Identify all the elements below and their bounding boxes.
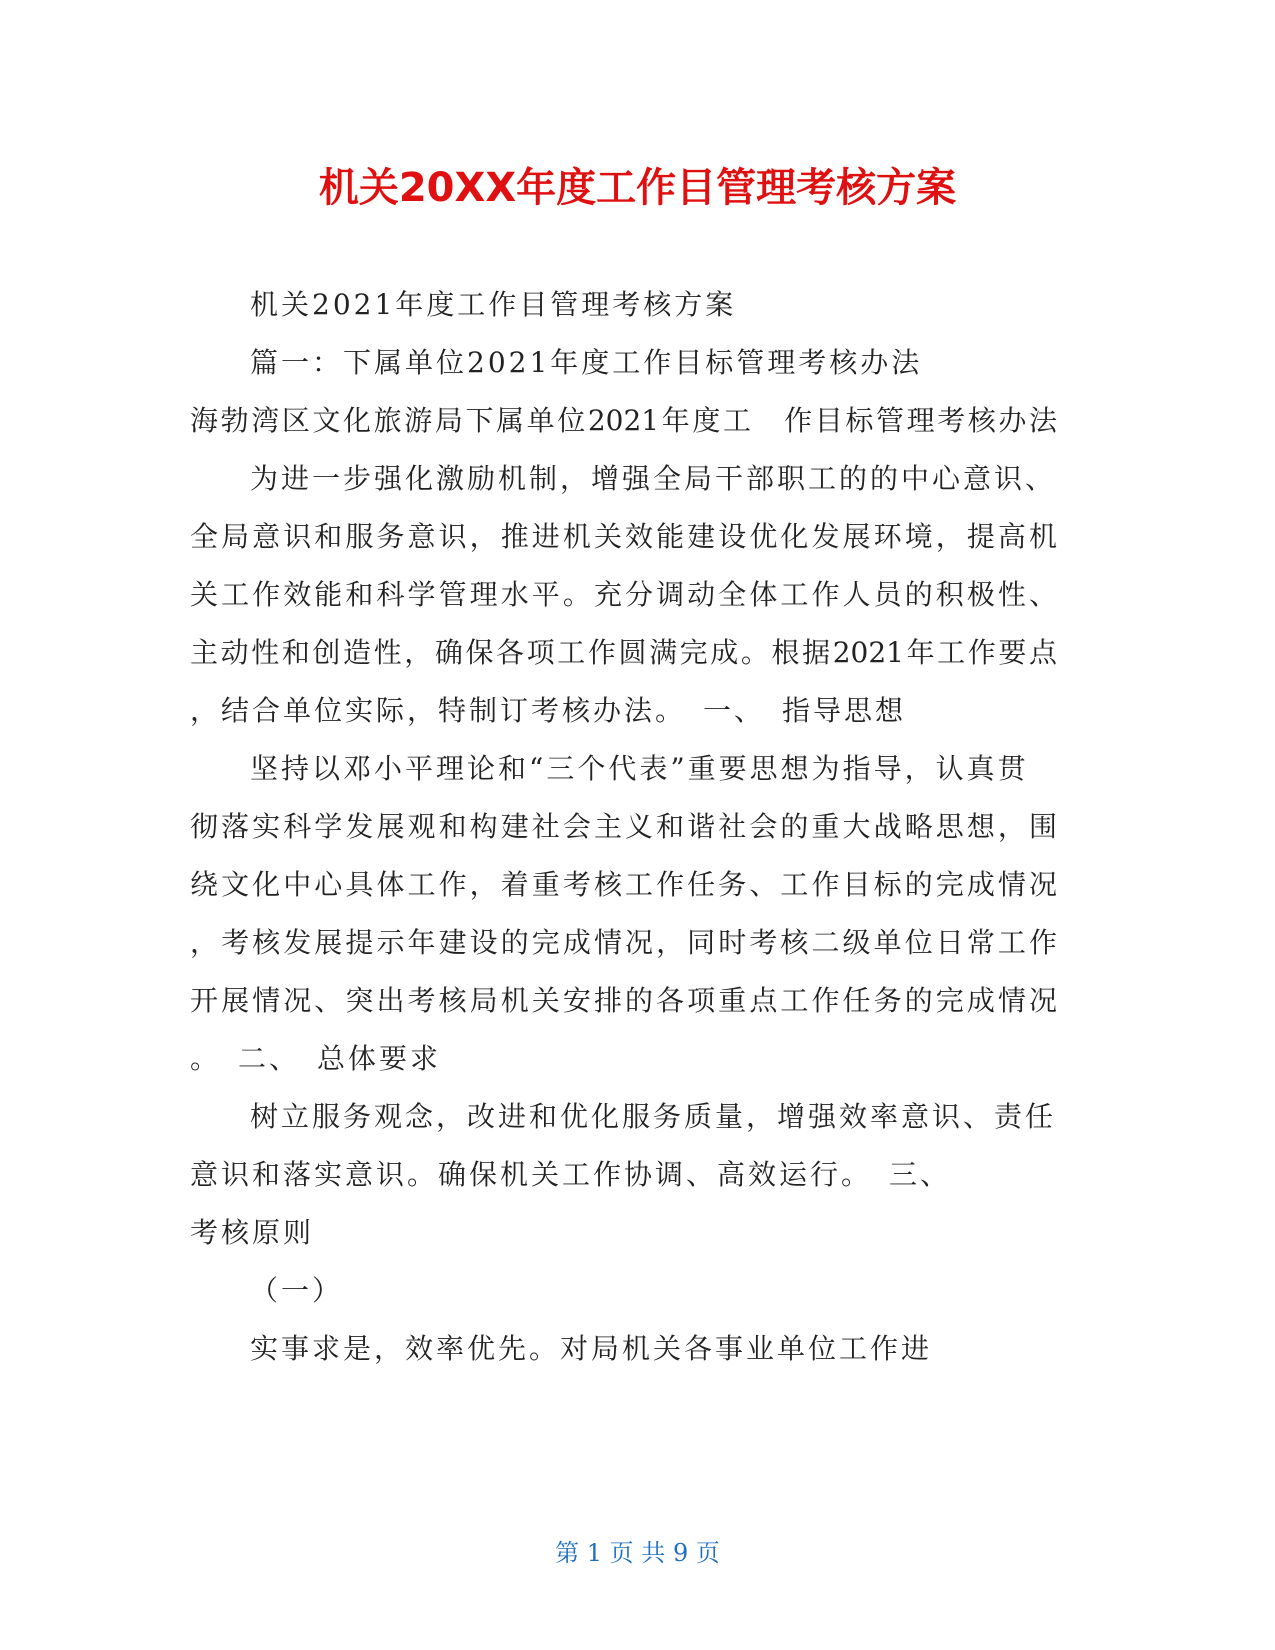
body-line: 坚持以邓小平理论和“三个代表”重要思想为指导，认真贯 bbox=[250, 752, 1029, 785]
body-line: 考核原则 bbox=[190, 1216, 315, 1249]
body-line: 树立服务观念，改进和优化服务质量，增强效率意识、责任 bbox=[250, 1100, 1057, 1133]
body-line: 机关2021年度工作目管理考核方案 bbox=[250, 288, 737, 321]
body-line: 开展情况、突出考核局机关安排的各项重点工作任务的完成情况 bbox=[190, 984, 1057, 1017]
body-line: 关工作效能和科学管理水平。充分调动全体工作人员的积极性、 bbox=[190, 578, 1057, 611]
document-title: 机关20XX年度工作目管理考核方案 bbox=[318, 165, 957, 211]
page-number-footer: 第 1 页 共 9 页 bbox=[555, 1539, 720, 1567]
body-line: 绕文化中心具体工作，着重考核工作任务、工作目标的完成情况 bbox=[190, 868, 1057, 901]
body-line: ，结合单位实际，特制订考核办法。 一、 指导思想 bbox=[190, 694, 907, 727]
body-line: 为进一步强化激励机制，增强全局干部职工的的中心意识、 bbox=[250, 462, 1057, 495]
body-line: 篇一：下属单位2021年度工作目标管理考核办法 bbox=[250, 346, 923, 379]
body-line: 主动性和创造性，确保各项工作圆满完成。根据2021年工作要点 bbox=[190, 636, 1057, 669]
body-line: ，考核发展提示年建设的完成情况，同时考核二级单位日常工作 bbox=[190, 926, 1057, 959]
body-line: （一） bbox=[250, 1274, 344, 1307]
body-line: 实事求是，效率优先。对局机关各事业单位工作进 bbox=[250, 1332, 933, 1365]
body-line: 。 二、 总体要求 bbox=[190, 1042, 442, 1075]
body-line: 意识和落实意识。确保机关工作协调、高效运行。 三、 bbox=[190, 1158, 952, 1191]
body-line: 彻落实科学发展观和构建社会主义和谐社会的重大战略思想，围 bbox=[190, 810, 1057, 843]
body-line: 全局意识和服务意识，推进机关效能建设优化发展环境，提高机 bbox=[190, 520, 1057, 553]
body-line: 海勃湾区文化旅游局下属单位2021年度工 作目标管理考核办法 bbox=[190, 404, 1057, 437]
